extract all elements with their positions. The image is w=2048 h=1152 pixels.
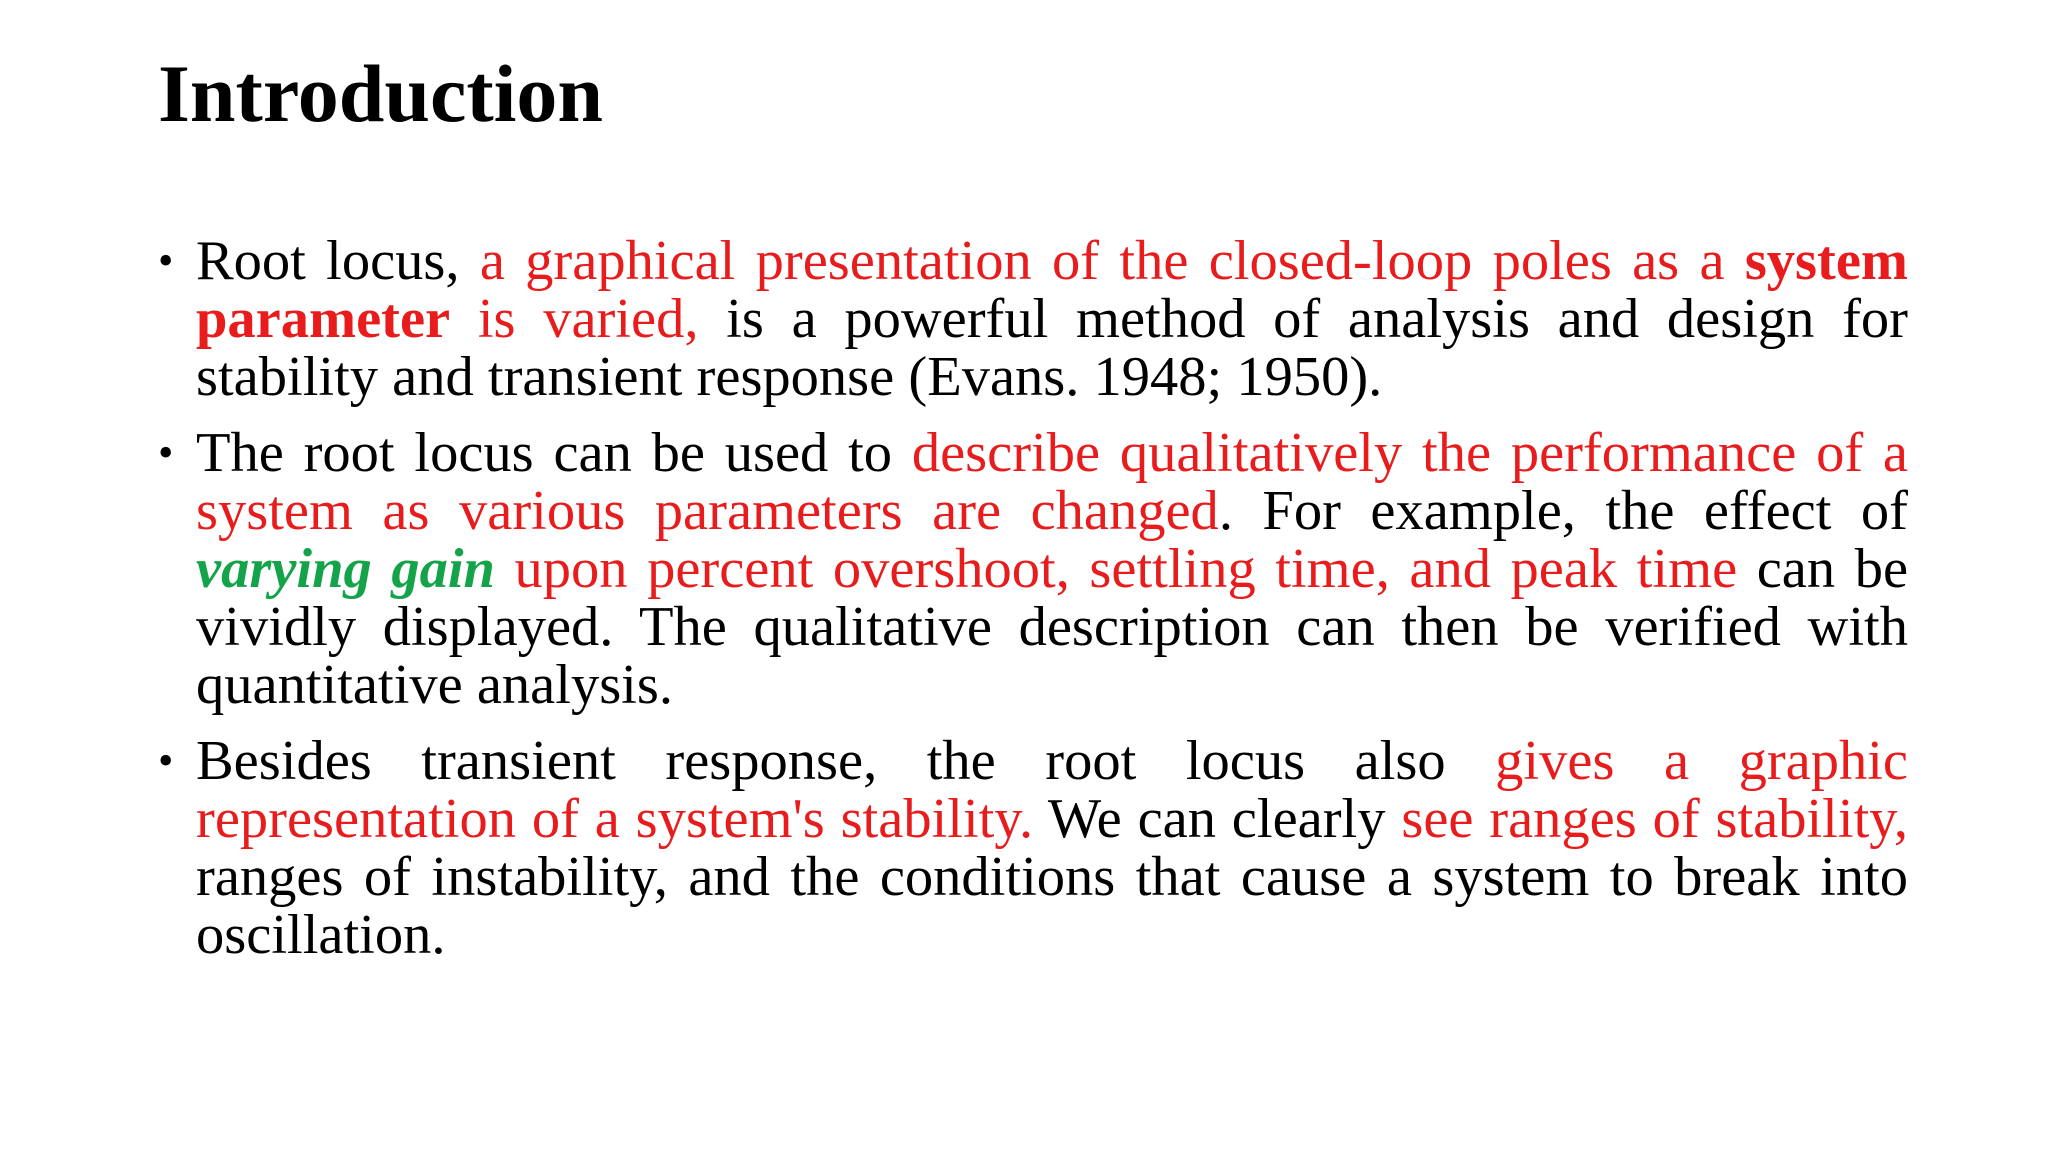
text-segment: Root locus, (196, 230, 480, 292)
bullet-dot-icon: • (158, 736, 174, 785)
highlight-overshoot-settling-peak: upon percent overshoot, settling time, and peak time (494, 538, 1738, 600)
highlight-graphical-presentation: a graphical presentation of the closed-loop poles as a (479, 230, 1745, 292)
highlight-is-varied: is varied, (450, 288, 699, 350)
bullet-item-stability (158, 732, 1908, 964)
bullet-dot-icon: • (158, 428, 174, 477)
text-segment: Besides transient response, the root locus also (196, 730, 1496, 792)
bullet-dot-icon: • (158, 236, 174, 285)
highlight-varying-gain: varying gain (196, 538, 495, 600)
text-segment: We can clearly (1033, 788, 1402, 850)
bullet-item-performance (158, 424, 1908, 714)
highlight-describe-performance: describe qualitatively the performance of a system as various parameters are changed (196, 422, 1908, 542)
bullet-item-root-locus (158, 232, 1908, 406)
text-segment: . For example, the effect of (1218, 480, 1908, 542)
highlight-ranges-of-stability: see ranges of stability, (1401, 788, 1908, 850)
highlight-system-parameter: system parameter (196, 230, 1908, 350)
text-segment: The root locus can be used to (196, 422, 912, 484)
bullet-list (158, 232, 1908, 982)
slide-title: Introduction (158, 48, 604, 139)
text-segment: is a powerful method of analysis and design for stability and transient response (Evans. 1948; 1950). (196, 288, 1908, 408)
highlight-graphic-representation: gives a graphic representation of a system's stability. (196, 730, 1908, 850)
text-segment: can be vividly displayed. The qualitative description can then be verified with quantitative analysis. (196, 538, 1909, 716)
text-segment: ranges of instability, and the conditions that cause a system to break into oscillation. (196, 846, 1908, 966)
